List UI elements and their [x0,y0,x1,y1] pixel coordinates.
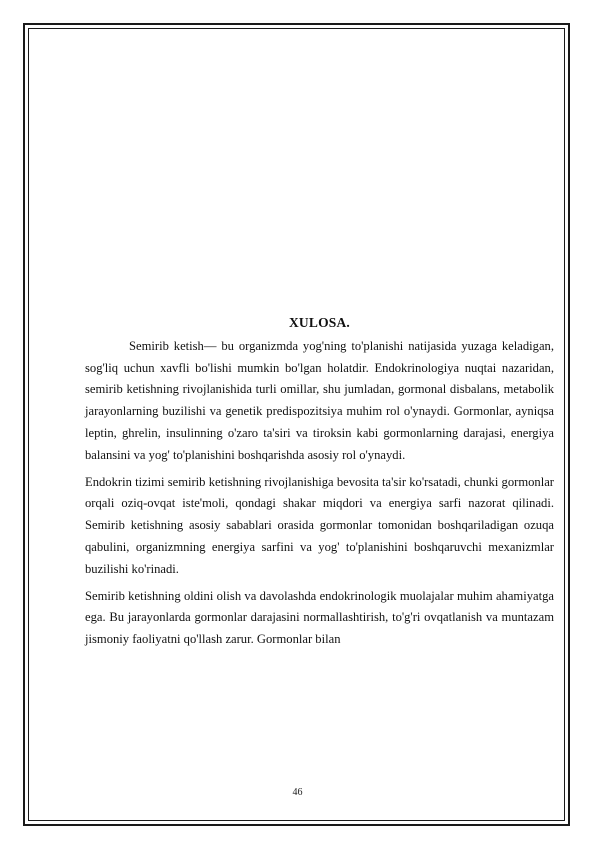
paragraph-3: Semirib ketishning oldini olish va davolashda endokrinologik muolajalar muhim ahamiyatga ega. Bu jarayonlarda gormonlar darajasini normallashtirish, to'g'ri ovqatlanish va muntazam jismoniy faoliyatni qo'llash zarur. Gormonlar bilan [85,588,554,647]
page-number: 46 [292,787,303,798]
paragraph-1: Semirib ketish— bu organizmda yog'ning to'planishi natijasida yuzaga keladigan, sog'liq uchun xavfli bo'lishi mumkin bo'lgan holatdir. Endokrinologiya nuqtai nazaridan, semirib ketishning rivojlanishida turli omillar, shu jumladan, gormonal disbalans, metabolik jarayonlarning buzilishi va genetik predispozitsiya muhim rol o'ynaydi. Gormonlar, ayniqsa leptin, ghrelin, insulinning o'zaro ta'siri va tiroksin kabi gormonlarning darajasi, energiya balansini va yog' to'planishini boshqarishda asosiy rol o'ynaydi. [85,338,554,462]
section-title: XULOSA. [288,315,351,330]
paragraph-2: Endokrin tizimi semirib ketishning rivojlanishiga bevosita ta'sir ko'rsatadi, chunki gormonlar orqali oziq-ovqat iste'moli, qondagi shakar miqdori va energiya sarfi nazorat qilinadi. Semirib ketishning asosiy sabablari orasida gormonlar tomonidan boshqariladigan ozuqa qabulini, organizmning energiya sarfini va yog' to'planishini boshqaruvchi mexanizmlar buzilishi ko'rinadi. [85,474,554,576]
document-body [85,312,554,656]
